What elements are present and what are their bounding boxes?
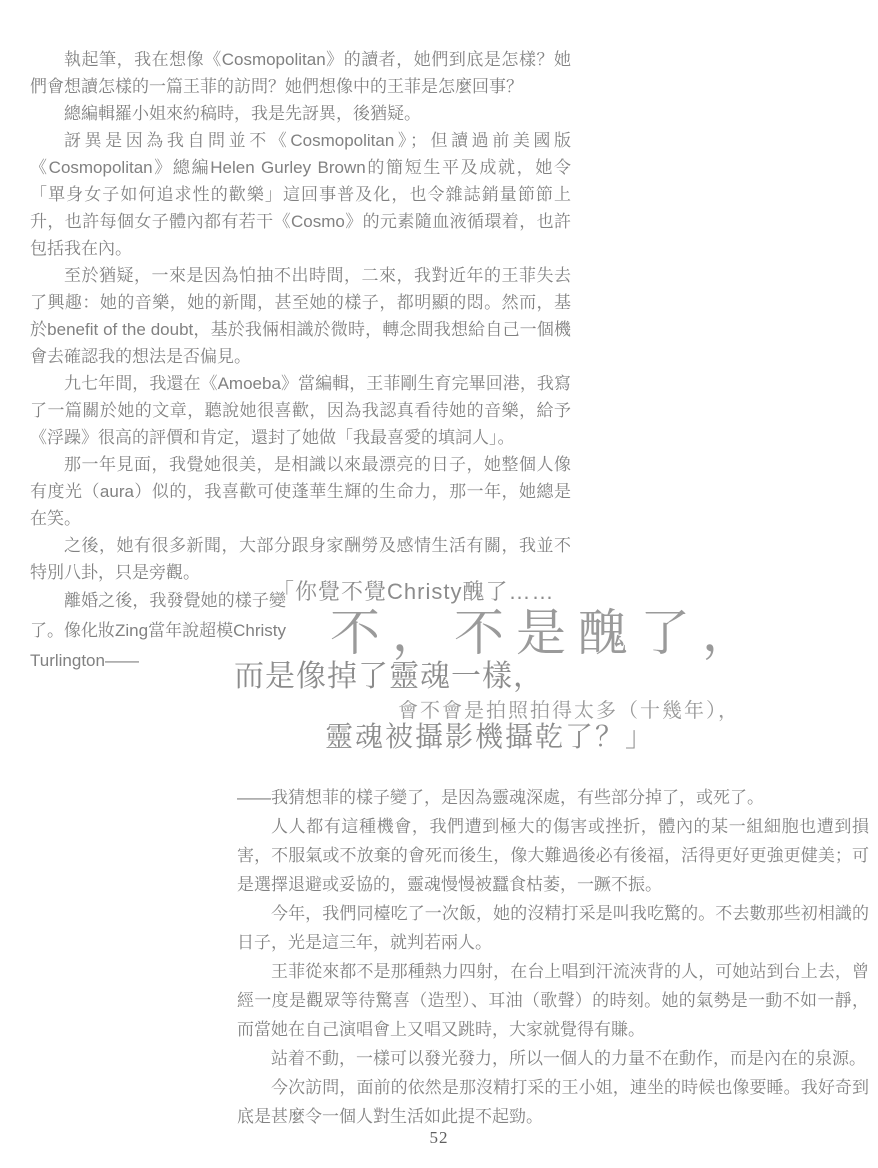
paragraph: 至於猶疑，一來是因為怕抽不出時間，二來，我對近年的王菲失去了興趣：她的音樂，她的新聞，甚至她的樣子，都明顯的悶。然而，基於benefit of the doubt，基於我倆相識於微時，轉念間我想給自己一個機會去確認我的想法是否偏見。 (30, 266, 571, 366)
pull-quote-line-2: 不，不是醜了， (330, 605, 764, 661)
paragraph: 離婚之後，我發覺她的樣子變了。像化妝Zing當年說超模Christy Turlington—— (30, 591, 286, 670)
paragraph: 人人都有這種機會，我們遭到極大的傷害或挫折，體內的某一組細胞也遭到損害，不服氣或不放棄的會死而後生，像大難過後必有後福，活得更好更強更健美；可是選擇退避或妥協的，靈魂慢慢被蠶食枯萎，一蹶不振。 (237, 817, 869, 894)
paragraph: ——我猜想菲的樣子變了，是因為靈魂深處，有些部分掉了，或死了。 (237, 788, 764, 807)
page-number: 52 (429, 1128, 449, 1147)
paragraph: 站着不動，一樣可以發光發力，所以一個人的力量不在動作，而是內在的泉源。 (271, 1049, 866, 1068)
pull-quote-line-5: 靈魂被攝影機攝乾了？」 (325, 721, 656, 752)
essay-left-column (30, 46, 571, 586)
pull-quote-line-3: 而是像掉了靈魂一樣， (234, 660, 544, 693)
paragraph: 九七年間，我還在《Amoeba》當編輯，王菲剛生育完畢回港，我寫了一篇關於她的文章，聽說她很喜歡，因為我認真看待她的音樂，給予《浮躁》很高的評價和肯定，還封了她做「我最喜愛的填詞人」。 (30, 374, 571, 447)
paragraph: 執起筆，我在想像《Cosmopolitan》的讀者，她們到底是怎樣？她們會想讀怎樣的一篇王菲的訪問？她們想像中的王菲是怎麼回事？ (30, 50, 571, 96)
paragraph: 那一年見面，我覺她很美，是相識以來最漂亮的日子，她整個人像有度光（aura）似的，我喜歡可使蓬華生輝的生命力，那一年，她總是在笑。 (30, 455, 571, 528)
paragraph: 今年，我們同檯吃了一次飯，她的沒精打采是叫我吃驚的。不去數那些初相識的日子，光是這三年，就判若兩人。 (237, 904, 869, 952)
paragraph: 訝異是因為我自問並不《Cosmopolitan》；但讀過前美國版《Cosmopolitan》總編Helen Gurley Brown的簡短生平及成就，她令「單身女子如何追求性的歡樂」這回事普及化，也令雜誌銷量節節上升，也許每個女子體內都有若干《Cosmo》的元素隨血液循環着，也許包括我在內。 (30, 131, 571, 258)
pull-quote-line-4: 會不會是拍照拍得太多（十幾年）， (398, 700, 740, 722)
pull-quote-line-1: 「你覺不覺Christy醜了…… (272, 579, 555, 604)
paragraph: 總編輯羅小姐來約稿時，我是先訝異，後猶疑。 (64, 104, 421, 123)
paragraph: 王菲從來都不是那種熱力四射，在台上唱到汗流浹背的人，可她站到台上去，曾經一度是觀眾等待驚喜（造型）、耳油（歌聲）的時刻。她的氣勢是一動不如一靜，而當她在自己演唱會上又唱又跳時，大家就覺得有賺。 (237, 962, 869, 1039)
paragraph: 今次訪問，面前的依然是那沒精打采的王小姐，連坐的時候也像要睡。我好奇到底是甚麼令一個人對生活如此提不起勁。 (237, 1078, 869, 1126)
essay-bottom-block (237, 783, 869, 1131)
paragraph: 之後，她有很多新聞，大部分跟身家酬勞及感情生活有關，我並不特別八卦，只是旁觀。 (30, 536, 571, 582)
